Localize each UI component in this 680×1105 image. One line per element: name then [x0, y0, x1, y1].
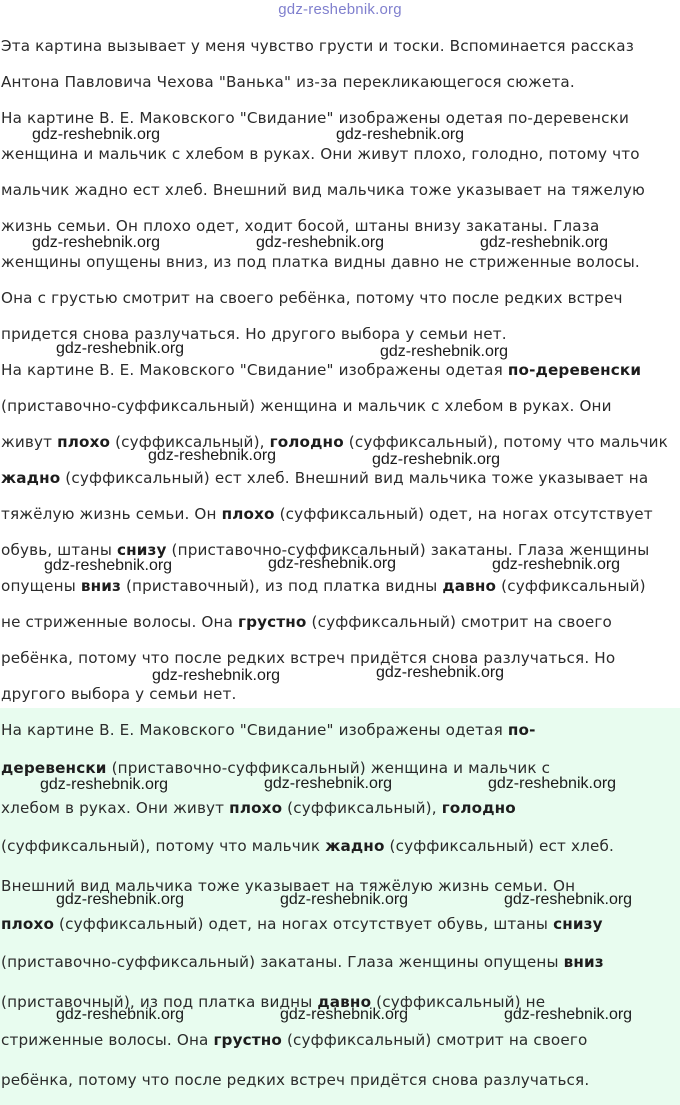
text-segment: (суффиксальный) ест хлеб. Внешний вид мальчика тоже указывает на: [60, 469, 649, 487]
text-segment: (суффиксальный) ест хлеб.: [384, 837, 614, 855]
watermark-text: gdz-reshebnik.org: [372, 451, 501, 468]
section2-line: [1, 648, 615, 668]
text-segment: (суффиксальный) одет, на ногах отсутствует: [274, 505, 653, 523]
section1-line: женщины опущены вниз, из под платка видны давно не стриженные волосы.: [1, 253, 640, 271]
text-segment: (суффиксальный), потому что мальчик: [343, 433, 668, 451]
section1-line: Эта картина вызывает у меня чувство грусти и тоски. Вспоминается рассказ: [1, 37, 634, 55]
highlighted-word: давно: [317, 993, 372, 1011]
text-segment: (приставочный), из под платка видны: [1, 993, 318, 1011]
section2-line: [1, 432, 668, 452]
watermark-text: gdz-reshebnik.org: [148, 447, 277, 464]
section1-line: мальчик жадно ест хлеб. Внешний вид мальчика тоже указывает на тяжелую: [1, 181, 645, 199]
watermark-text: gdz-reshebnik.org: [488, 775, 617, 792]
watermark-text: gdz-reshebnik.org: [280, 1006, 409, 1023]
watermark-text: gdz-reshebnik.org: [492, 556, 621, 573]
highlighted-word: снизу: [116, 541, 167, 559]
text-segment: (суффиксальный) смотрит на своего: [281, 1031, 588, 1049]
section3-line: [1, 720, 536, 740]
section2-line: [1, 360, 641, 380]
section2-line: [1, 504, 653, 524]
section3-line: [1, 1030, 587, 1050]
text-segment: (приставочно-суффиксальный) женщина и мальчик с хлебом в руках. Они: [1, 397, 612, 415]
highlighted-word: жадно: [1, 469, 61, 487]
watermark-text: gdz-reshebnik.org: [504, 1006, 633, 1023]
highlighted-word: голодно: [441, 799, 516, 817]
highlighted-word: по-: [507, 721, 536, 739]
highlighted-word: вниз: [563, 953, 604, 971]
text-segment: (суффиксальный) не: [371, 993, 546, 1011]
watermark-text: gdz-reshebnik.org: [32, 126, 161, 143]
section2-line: [1, 468, 648, 488]
text-segment: хлебом в руках. Они живут: [1, 799, 230, 817]
section1-line: Антона Павловича Чехова "Ванька" из-за перекликающегося сюжета.: [1, 73, 575, 91]
watermark-text: gdz-reshebnik.org: [56, 1006, 185, 1023]
text-segment: стриженные волосы. Она: [1, 1031, 214, 1049]
text-segment: (приставочно-суффиксальный) закатаны. Глаза женщины опущены: [1, 953, 564, 971]
watermark-text: gdz-reshebnik.org: [268, 555, 397, 572]
section1-line: жизнь семьи. Он плохо одет, ходит босой, штаны внизу закатаны. Глаза: [1, 217, 600, 235]
section2-line: [1, 576, 646, 596]
highlighted-word: плохо: [229, 799, 283, 817]
watermark-text: gdz-reshebnik.org: [504, 891, 633, 908]
watermark-text: gdz-reshebnik.org: [264, 775, 393, 792]
section1-line: придется снова разлучаться. Но другого выбора у семьи нет.: [1, 325, 507, 343]
watermark-text: gdz-reshebnik.org: [256, 234, 385, 251]
section3-line: [1, 952, 604, 972]
highlighted-word: грустно: [213, 1031, 282, 1049]
watermark-text: gdz-reshebnik.org: [280, 891, 409, 908]
watermark-text: gdz-reshebnik.org: [376, 664, 505, 681]
text-segment: Внешний вид мальчика тоже указывает на тяжёлую жизнь семьи. Он: [1, 877, 576, 895]
text-segment: живут: [1, 433, 58, 451]
text-segment: (суффиксальный) одет, на ногах отсутствует обувь, штаны: [54, 915, 554, 933]
section3-line: [1, 914, 603, 934]
text-segment: (суффиксальный): [496, 577, 646, 595]
watermark-text: gdz-reshebnik.org: [32, 234, 161, 251]
site-watermark-header: gdz-reshebnik.org: [278, 1, 402, 18]
watermark-text: gdz-reshebnik.org: [480, 234, 609, 251]
text-segment: (суффиксальный),: [282, 799, 442, 817]
section2-line: [1, 396, 612, 416]
highlighted-word: по-деревенски: [507, 361, 642, 379]
highlighted-word: плохо: [57, 433, 111, 451]
highlighted-word: плохо: [221, 505, 275, 523]
section1-line: На картине В. Е. Маковского "Свидание" изображены одетая по-деревенски: [1, 109, 629, 127]
text-segment: другого выбора у семьи нет.: [1, 685, 237, 703]
watermark-text: gdz-reshebnik.org: [40, 776, 169, 793]
highlighted-word: жадно: [325, 837, 385, 855]
text-segment: (приставочный), из под платка видны: [120, 577, 443, 595]
text-segment: опущены: [1, 577, 81, 595]
text-segment: обувь, штаны: [1, 541, 117, 559]
text-segment: (приставочно-суффиксальный) женщина и мальчик с: [106, 759, 551, 777]
section2-line: [1, 612, 612, 632]
section2-line: [1, 684, 237, 704]
text-segment: На картине В. Е. Маковского "Свидание" изображены одетая: [1, 361, 508, 379]
highlighted-word: грустно: [238, 613, 307, 631]
text-segment: тяжёлую жизнь семьи. Он: [1, 505, 222, 523]
text-segment: (суффиксальный), потому что мальчик: [1, 837, 326, 855]
highlighted-word: давно: [442, 577, 497, 595]
text-segment: (суффиксальный),: [110, 433, 270, 451]
watermark-text: gdz-reshebnik.org: [152, 667, 281, 684]
text-segment: не стриженные волосы. Она: [1, 613, 239, 631]
highlighted-word: снизу: [553, 915, 603, 933]
section3-line: [1, 798, 516, 818]
highlighted-word: голодно: [269, 433, 344, 451]
section1-line: женщина и мальчик с хлебом в руках. Они живут плохо, голодно, потому что: [1, 145, 640, 163]
section1-line: Она с грустью смотрит на своего ребёнка, потому что после редких встреч: [1, 289, 623, 307]
watermark-text: gdz-reshebnik.org: [56, 340, 185, 357]
section3-line: [1, 836, 614, 856]
text-segment: (приставочно-суффиксальный) закатаны. Глаза женщины: [166, 541, 650, 559]
text-segment: ребёнка, потому что после редких встреч придётся снова разлучаться. Но: [1, 649, 616, 667]
watermark-text: gdz-reshebnik.org: [44, 557, 173, 574]
section3-line: [1, 1070, 589, 1090]
watermark-text: gdz-reshebnik.org: [380, 343, 509, 360]
text-segment: На картине В. Е. Маковского "Свидание" изображены одетая: [1, 721, 508, 739]
highlighted-word: плохо: [1, 915, 55, 933]
text-segment: (суффиксальный) смотрит на своего: [306, 613, 612, 631]
highlighted-word: вниз: [80, 577, 121, 595]
highlighted-word: деревенски: [1, 759, 107, 777]
watermark-text: gdz-reshebnik.org: [56, 891, 185, 908]
watermark-text: gdz-reshebnik.org: [336, 126, 465, 143]
text-segment: ребёнка, потому что после редких встреч придётся снова разлучаться.: [1, 1071, 590, 1089]
